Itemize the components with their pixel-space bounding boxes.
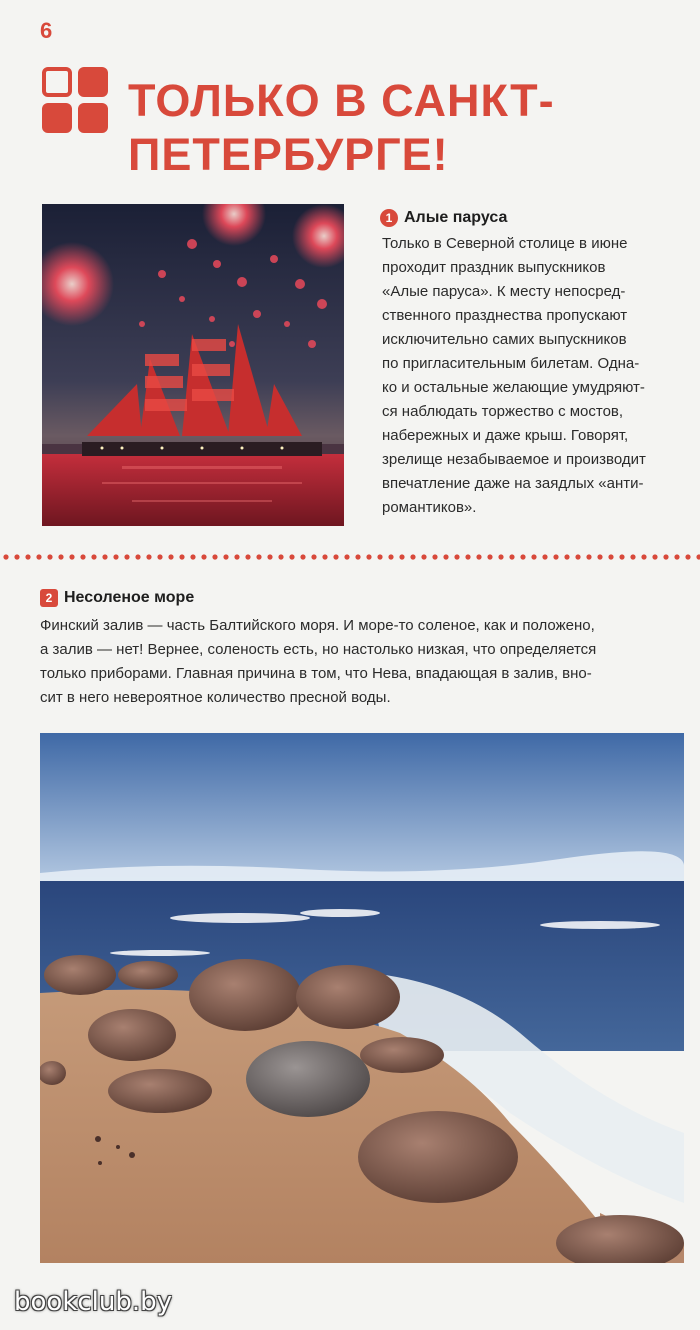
title-line: ТОЛЬКО В САНКТ- <box>128 75 555 126</box>
text-line: исключительно самих выпускников <box>382 331 627 348</box>
text-line: ко и остальные желающие умудряют- <box>382 379 645 396</box>
watermark: bookclub.by <box>14 1287 173 1317</box>
section-heading <box>380 209 507 227</box>
text-line: сит в него невероятное количество пресной воды. <box>40 689 391 706</box>
dotted-divider <box>0 553 700 561</box>
text-line: проходит праздник выпускников <box>382 259 606 276</box>
page-title <box>128 74 648 182</box>
text-line: ственного празднества пропускают <box>382 307 628 324</box>
gulf-beach-photo <box>40 733 684 1263</box>
text-line: только приборами. Главная причина в том, что Нева, впадающая в залив, вно- <box>40 665 592 682</box>
text-line: зрелище незабываемое и производит <box>382 451 646 468</box>
text-line: впечатление даже на заядлых «анти- <box>382 475 644 492</box>
scarlet-sails-photo <box>42 204 344 526</box>
section-body <box>382 232 688 520</box>
section-heading <box>40 589 194 607</box>
text-line: по пригласительным билетам. Одна- <box>382 355 640 372</box>
text-line: романтиков». <box>382 499 477 516</box>
text-line: Только в Северной столице в июне <box>382 235 628 252</box>
page-number: 6 <box>40 18 53 43</box>
text-line: ся наблюдать торжество с мостов, <box>382 403 624 420</box>
section-heading-text: Несоленое море <box>64 589 195 606</box>
section-number-badge: 2 <box>40 589 58 607</box>
text-line: набережных и даже крыш. Говорят, <box>382 427 629 444</box>
section-body <box>40 614 686 710</box>
section-number-badge: 1 <box>380 209 398 227</box>
text-line: Финский залив — часть Балтийского моря. И море-то соленое, как и положено, <box>40 617 595 634</box>
section-heading-text: Алые паруса <box>404 209 508 226</box>
text-line: «Алые паруса». К месту непосред- <box>382 283 626 300</box>
text-line: а залив — нет! Вернее, соленость есть, но настолько низкая, что определяется <box>40 641 597 658</box>
title-line: ПЕТЕРБУРГЕ! <box>128 129 449 180</box>
four-squares-icon <box>42 67 108 133</box>
